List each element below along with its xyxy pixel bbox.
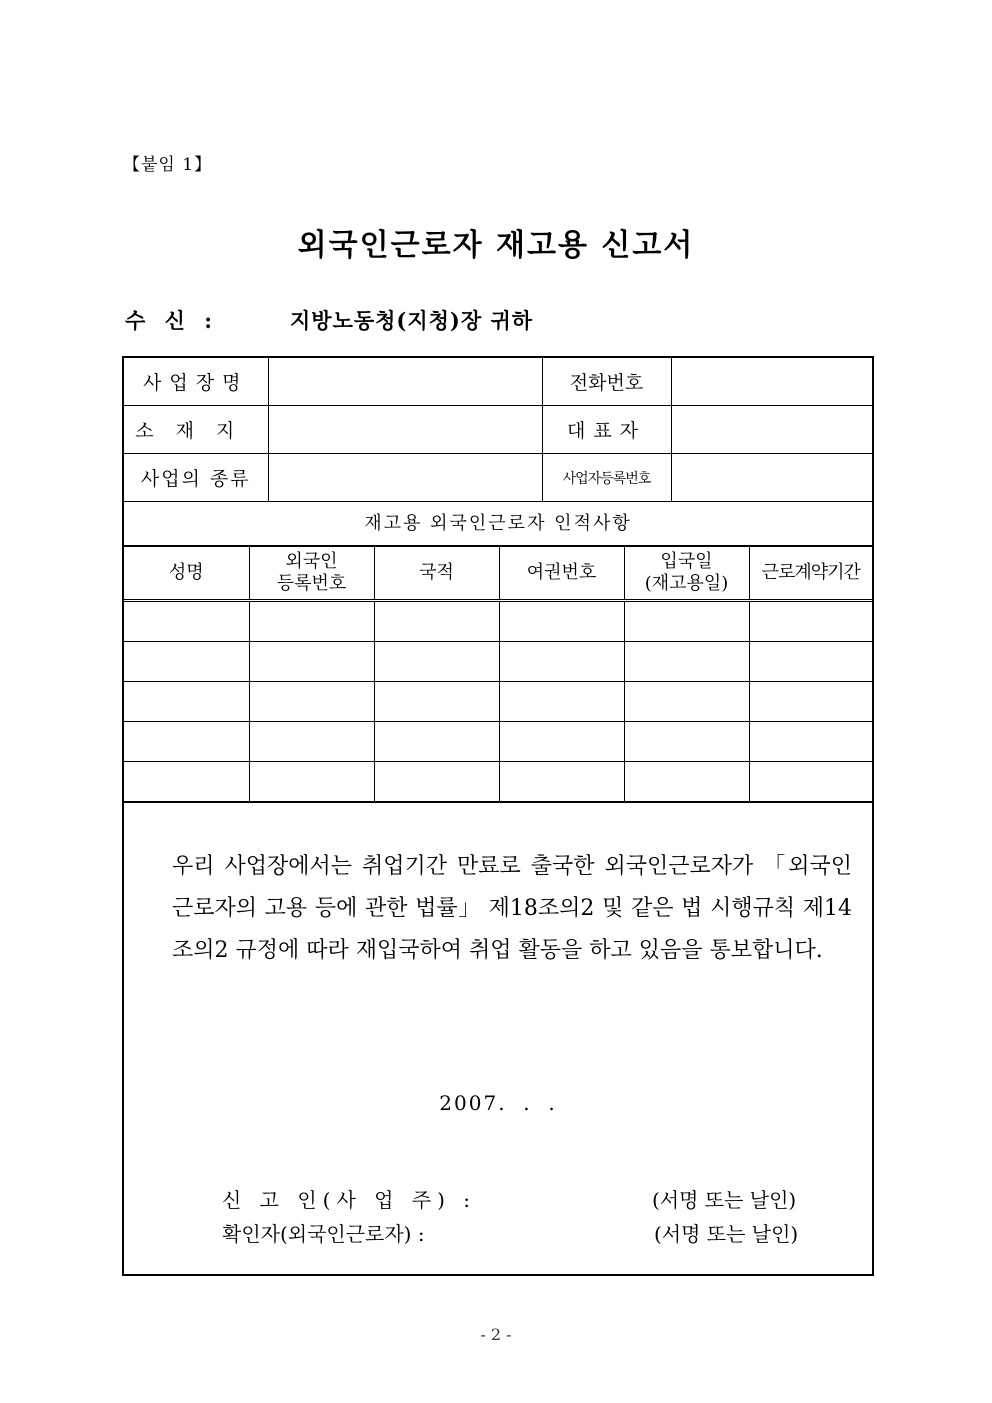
col-header-contract-period: 근로계약기간	[749, 547, 872, 601]
table-cell[interactable]	[249, 682, 374, 722]
col-header-nationality: 국적	[374, 547, 499, 601]
table-cell[interactable]	[624, 762, 749, 803]
table-cell[interactable]	[124, 722, 249, 762]
representative-field[interactable]	[671, 406, 872, 454]
col-header-name: 성명	[124, 547, 249, 601]
table-row	[124, 762, 872, 803]
recipient-value: 지방노동청(지청)장 귀하	[290, 308, 534, 333]
table-cell[interactable]	[749, 642, 872, 682]
recipient-label: 수 신 :	[125, 308, 218, 333]
business-info-table	[124, 358, 872, 502]
table-cell[interactable]	[124, 682, 249, 722]
table-cell[interactable]	[499, 601, 624, 642]
table-cell[interactable]	[249, 762, 374, 803]
col-header-alien-registration: 외국인 등록번호	[249, 547, 374, 601]
address-field[interactable]	[268, 406, 542, 454]
table-cell[interactable]	[374, 682, 499, 722]
report-date: 2007. . .	[439, 1091, 557, 1115]
table-cell[interactable]	[374, 762, 499, 803]
declaration-text	[172, 846, 852, 972]
table-cell[interactable]	[249, 601, 374, 642]
table-row	[124, 682, 872, 722]
attachment-label: 【붙임 1】	[123, 155, 213, 175]
col-header-passport: 여권번호	[499, 547, 624, 601]
business-row	[124, 358, 872, 406]
representative-label: 대표자	[542, 406, 671, 454]
table-cell[interactable]	[249, 722, 374, 762]
registration-number-label: 사업자등록번호	[542, 454, 671, 502]
table-row	[124, 642, 872, 682]
business-name-label: 사업장명	[124, 358, 268, 406]
table-cell[interactable]	[374, 722, 499, 762]
table-cell[interactable]	[624, 682, 749, 722]
table-cell[interactable]	[124, 601, 249, 642]
table-cell[interactable]	[374, 601, 499, 642]
table-cell[interactable]	[624, 642, 749, 682]
col-header-entry-date: 입국일 (재고용일)	[624, 547, 749, 601]
worker-table-header	[124, 547, 872, 601]
table-cell[interactable]	[749, 722, 872, 762]
worker-table	[124, 546, 872, 803]
table-row	[124, 601, 872, 642]
registration-number-field[interactable]	[671, 454, 872, 502]
table-cell[interactable]	[499, 722, 624, 762]
declaration-paragraph: 우리 사업장에서는 취업기간 만료로 출국한 외국인근로자가 「외국인근로자의 고용 등에 관한 법률」 제18조의2 및 같은 법 시행규칙 제14조의2 규정에 따라 재입국하여 취업 활동을 하고 있음을 통보합니다.	[172, 854, 852, 963]
business-type-label: 사업의 종류	[124, 454, 268, 502]
table-cell[interactable]	[499, 682, 624, 722]
table-row	[124, 722, 872, 762]
confirmer-signature-field[interactable]: (서명 또는 날인)	[654, 1222, 799, 1246]
table-cell[interactable]	[499, 762, 624, 803]
business-type-field[interactable]	[268, 454, 542, 502]
reporter-label: 신 고 인(사 업 주) :	[222, 1188, 477, 1212]
table-cell[interactable]	[624, 601, 749, 642]
confirmer-label: 확인자(외국인근로자) :	[222, 1222, 425, 1246]
table-cell[interactable]	[374, 642, 499, 682]
table-cell[interactable]	[749, 682, 872, 722]
table-cell[interactable]	[624, 722, 749, 762]
document-title: 외국인근로자 재고용 신고서	[297, 228, 695, 263]
table-cell[interactable]	[749, 601, 872, 642]
reporter-signature-field[interactable]: (서명 또는 날인)	[652, 1188, 797, 1212]
phone-field[interactable]	[671, 358, 872, 406]
table-cell[interactable]	[124, 762, 249, 803]
business-name-field[interactable]	[268, 358, 542, 406]
section-caption: 재고용 외국인근로자 인적사항	[124, 502, 872, 546]
table-cell[interactable]	[249, 642, 374, 682]
business-row	[124, 454, 872, 502]
business-row	[124, 406, 872, 454]
table-cell[interactable]	[499, 642, 624, 682]
phone-label: 전화번호	[542, 358, 671, 406]
address-label: 소재지	[124, 406, 268, 454]
table-cell[interactable]	[124, 642, 249, 682]
table-cell[interactable]	[749, 762, 872, 803]
form-box	[122, 356, 874, 1276]
page-number: - 2 -	[480, 1325, 512, 1344]
recipient-row	[125, 305, 533, 335]
